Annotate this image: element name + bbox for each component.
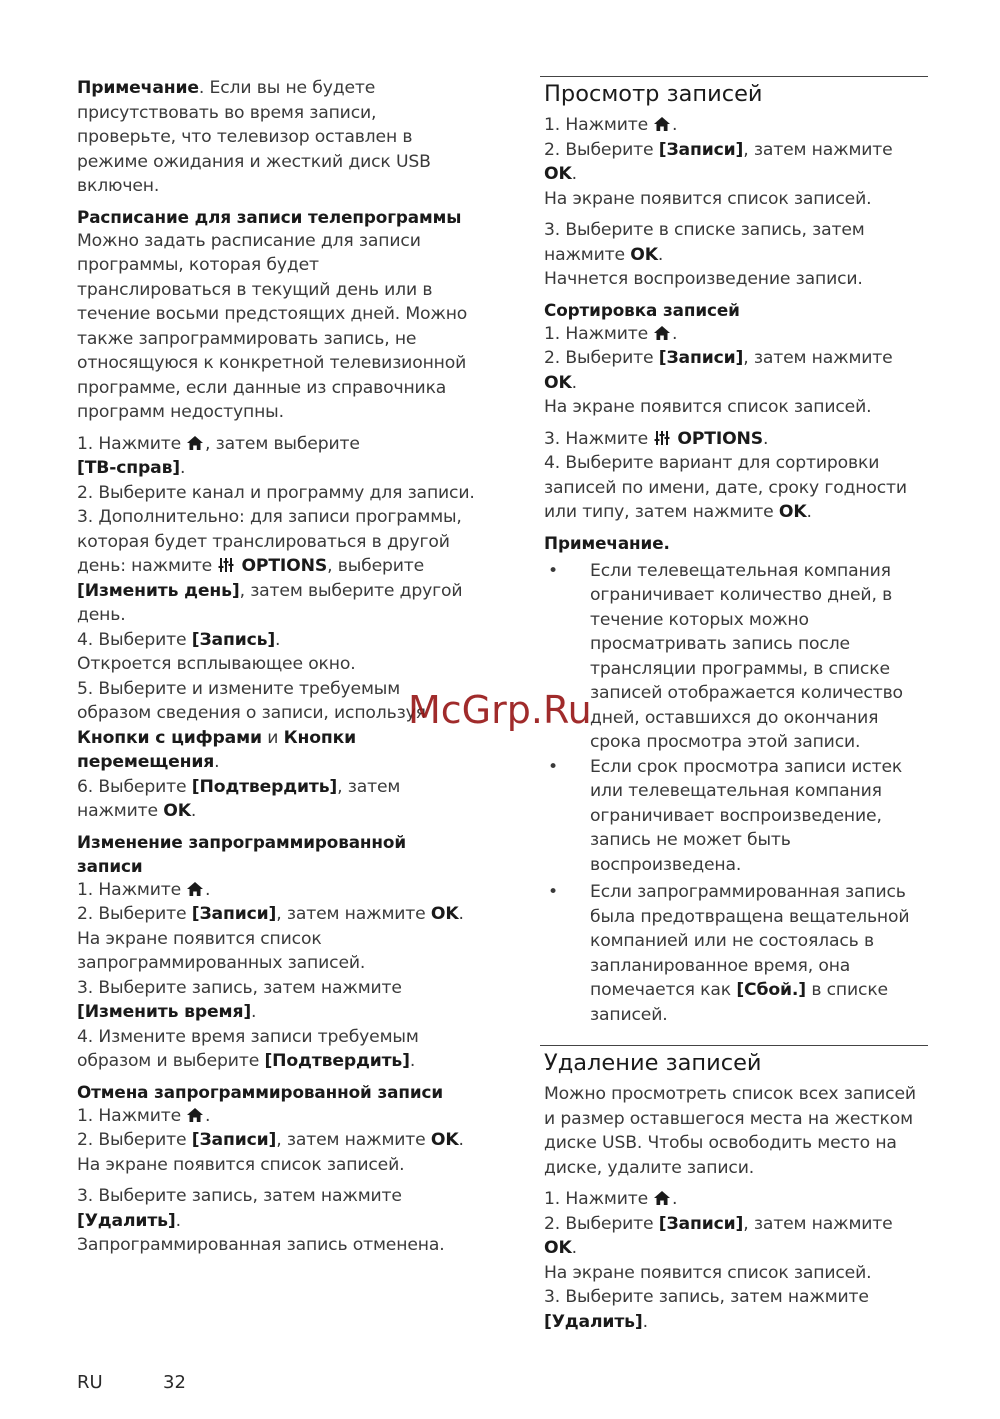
dot: . [214, 752, 220, 772]
dot: . [180, 458, 186, 478]
records-label: [Записи] [191, 904, 277, 924]
sort-list-text: На экране появится список записей. [544, 397, 872, 417]
dot: . [806, 502, 812, 522]
view-list-text: На экране появится список записей. [544, 188, 872, 209]
section-edit-title: Изменение запрограммированной записи [77, 831, 407, 876]
confirm-label: [Подтвердить] [264, 1051, 410, 1071]
cancel-step-1 [77, 1104, 477, 1129]
section-schedule-title: Расписание для записи телепрограммы [77, 206, 462, 227]
dot: . [175, 1210, 181, 1231]
note-title: Примечание. [544, 532, 670, 553]
step-text: 5. Выберите и измените требуемым образом сведения о записи, используя [77, 678, 426, 723]
schedule-step-2: 2. Выберите канал и программу для записи. [77, 482, 475, 503]
view-step-1 [544, 113, 928, 138]
step-text: 4. Выберите [77, 629, 187, 650]
home-icon [187, 436, 203, 450]
record-label: [Запись] [191, 629, 276, 650]
schedule-intro: Можно задать расписание для записи программы, которая будет транслироваться в текущий день или в течение восьми предстоящих дней. Можно также запрограммировать запись, не относящуюся к конкретной телевизионной программе, если данные из справочника программ недоступны. [77, 230, 468, 422]
step-text: 4. Измените время записи требуемым образом и выберите [77, 1026, 419, 1071]
edit-list-text: На экране появится список запрограммированных записей. [77, 928, 366, 973]
delete-step-2 [544, 1212, 928, 1261]
sort-step-1 [544, 322, 928, 347]
step-text: , затем выберите другой день. [77, 580, 463, 625]
confirm-label: [Подтвердить] [191, 776, 338, 797]
delete-records-heading: Удаление записей [544, 1050, 762, 1076]
schedule-step-4 [77, 628, 477, 653]
section-divider [540, 1045, 928, 1046]
ok-label: OK [544, 164, 572, 184]
options-icon [218, 558, 234, 572]
bullet-text: Если срок просмотра записи истек или телевещательная компания ограничивает воспроизведение, запись не может быть воспроизведена. [590, 756, 903, 875]
page-number: 32 [163, 1372, 186, 1393]
tv-guide-label: [ТВ-справ] [77, 458, 181, 478]
step-text: 2. Выберите [544, 139, 654, 160]
ok-label: OK [163, 801, 191, 821]
cancel-step-2 [77, 1128, 477, 1153]
dot: . [571, 372, 577, 393]
view-play-text: Начнется воспроизведение записи. [544, 269, 863, 289]
note-paragraph [77, 76, 477, 199]
watermark: McGrp.Ru [408, 688, 592, 732]
dot: . [672, 115, 678, 135]
note-list [544, 559, 928, 1028]
view-records-section [540, 113, 928, 1027]
dot: . [205, 1105, 211, 1126]
right-column [540, 76, 928, 1334]
step-text: 3. Нажмите [544, 428, 649, 449]
step-text: 3. Выберите запись, затем нажмите [77, 977, 402, 998]
cancel-step-3 [77, 1184, 477, 1233]
view-records-heading: Просмотр записей [544, 81, 763, 107]
dot: . [205, 879, 211, 900]
dot: . [571, 1238, 577, 1258]
dot: . [672, 323, 678, 344]
step-text: 1. Нажмите [544, 1189, 649, 1209]
step-text: 1. Нажмите [77, 1105, 182, 1126]
schedule-step-1 [77, 432, 477, 481]
cancel-done-text: Запрограммированная запись отменена. [77, 1235, 445, 1255]
fail-label: [Сбой.] [736, 980, 806, 1000]
home-icon [187, 1108, 203, 1122]
step-text: 3. Выберите запись, затем нажмите [77, 1186, 402, 1206]
home-icon [654, 1191, 670, 1205]
step-text: , затем нажмите [743, 348, 893, 368]
page-footer [77, 1372, 186, 1393]
step-text: 4. Выберите вариант для сортировки записей по имени, дате, сроку годности или типу, затем нажмите [544, 453, 907, 522]
edit-step-1 [77, 878, 477, 903]
step-text: 3. Выберите в списке запись, затем нажмите [544, 220, 865, 265]
delete-label: [Удалить] [77, 1210, 176, 1231]
list-item [544, 880, 928, 1027]
home-icon [187, 882, 203, 896]
step-text: 3. Дополнительно: для записи программы, которая будет транслироваться в другой день: нажмите [77, 507, 462, 576]
step-text: 2. Выберите [77, 904, 187, 924]
change-time-label: [Изменить время] [77, 1002, 252, 1022]
step-text: 3. Выберите запись, затем нажмите [544, 1287, 869, 1307]
step-text: , затем выберите [205, 433, 360, 454]
options-icon [654, 431, 670, 445]
popup-text: Откроется всплывающее окно. [77, 654, 356, 674]
delete-step-1 [544, 1187, 928, 1212]
step-text: , затем нажмите [743, 139, 893, 160]
schedule-step-6 [77, 775, 477, 824]
edit-step-3 [77, 976, 477, 1025]
step-text: , выберите [327, 556, 425, 576]
left-column [77, 76, 477, 1258]
step-text: , затем нажмите [276, 1130, 426, 1150]
sort-step-2 [544, 346, 928, 395]
change-day-label: [Изменить день] [77, 580, 240, 601]
note-label: Примечание [77, 78, 199, 98]
digit-buttons-label: Кнопки с цифрами [77, 727, 262, 748]
bullet-text: Если запрограммированная запись была предотвращена вещательной компанией или не состоялась в запланированное время, она помечается как [590, 882, 910, 1000]
ok-label: OK [544, 372, 572, 393]
language-code: RU [77, 1372, 103, 1393]
ok-label: OK [544, 1238, 572, 1258]
dot: . [672, 1189, 678, 1209]
ok-label: OK [430, 1130, 459, 1150]
step-text: 1. Нажмите [77, 433, 182, 454]
dot: . [275, 629, 281, 650]
dot: . [657, 244, 664, 265]
view-step-3 [544, 218, 928, 267]
step-text: , затем нажмите [276, 904, 426, 924]
nav-buttons-label: Кнопки перемещения [77, 727, 357, 772]
bullet: • [548, 756, 558, 777]
records-label: [Записи] [191, 1130, 277, 1150]
step-text: 2. Выберите [544, 1213, 654, 1234]
dot: . [571, 164, 577, 184]
dot: . [458, 1130, 464, 1150]
dot: . [458, 904, 464, 924]
delete-records-section [540, 1082, 928, 1334]
bullet-text: в списке записей. [590, 980, 888, 1025]
delete-list-text: На экране появится список записей. [544, 1262, 872, 1283]
note-text: . Если вы не будете присутствовать во время записи, проверьте, что телевизор оставлен в режиме ожидания и жесткий диск USB включен. [77, 78, 431, 196]
step-text: 1. Нажмите [544, 323, 649, 344]
records-label: [Записи] [658, 348, 744, 368]
section-cancel-title: Отмена запрограммированной записи [77, 1081, 443, 1102]
records-label: [Записи] [658, 139, 744, 160]
bullet: • [548, 560, 558, 581]
options-label: OPTIONS [677, 428, 764, 449]
step-text: 1. Нажмите [544, 115, 649, 135]
edit-step-2 [77, 902, 477, 927]
sort-step-3 [544, 427, 928, 452]
dot: . [409, 1051, 416, 1071]
dot: . [642, 1311, 648, 1332]
dot: . [251, 1002, 257, 1022]
delete-label: [Удалить] [544, 1311, 643, 1332]
step-text: 2. Выберите [544, 348, 654, 368]
delete-intro: Можно просмотреть список всех записей и размер оставшегося места на жестком диске USB. Чтобы освободить место на диске, удалите записи. [544, 1084, 916, 1178]
schedule-step-3 [77, 505, 477, 628]
bullet-text: Если телевещательная компания ограничивает количество дней, в течение которых можно просматривать запись после трансляции программы, в списке записей отображается количество дней, оставшихся до окончания срока просмотра этой записи. [590, 560, 903, 752]
step-text: , затем нажмите [77, 776, 401, 821]
section-divider [540, 76, 928, 77]
records-label: [Записи] [658, 1213, 744, 1234]
step-text: 1. Нажмите [77, 879, 182, 900]
step-text: 2. Выберите [77, 1130, 187, 1150]
ok-label: OK [430, 904, 459, 924]
bullet: • [548, 882, 558, 902]
list-item [544, 559, 928, 755]
step-text: , затем нажмите [743, 1213, 893, 1234]
dot: . [763, 428, 769, 449]
edit-step-4 [77, 1025, 477, 1074]
ok-label: OK [778, 502, 807, 522]
dot: . [190, 801, 197, 821]
options-label: OPTIONS [241, 556, 328, 576]
cancel-list-text: На экране появится список записей. [77, 1154, 405, 1175]
view-step-2 [544, 138, 928, 187]
step-text: 6. Выберите [77, 776, 187, 797]
list-item [544, 755, 928, 878]
section-sort-title: Сортировка записей [544, 299, 740, 320]
delete-step-3 [544, 1285, 928, 1334]
sort-step-4 [544, 451, 928, 525]
home-icon [654, 117, 670, 131]
home-icon [654, 326, 670, 340]
step-text: и [267, 727, 279, 748]
ok-label: OK [630, 244, 658, 265]
